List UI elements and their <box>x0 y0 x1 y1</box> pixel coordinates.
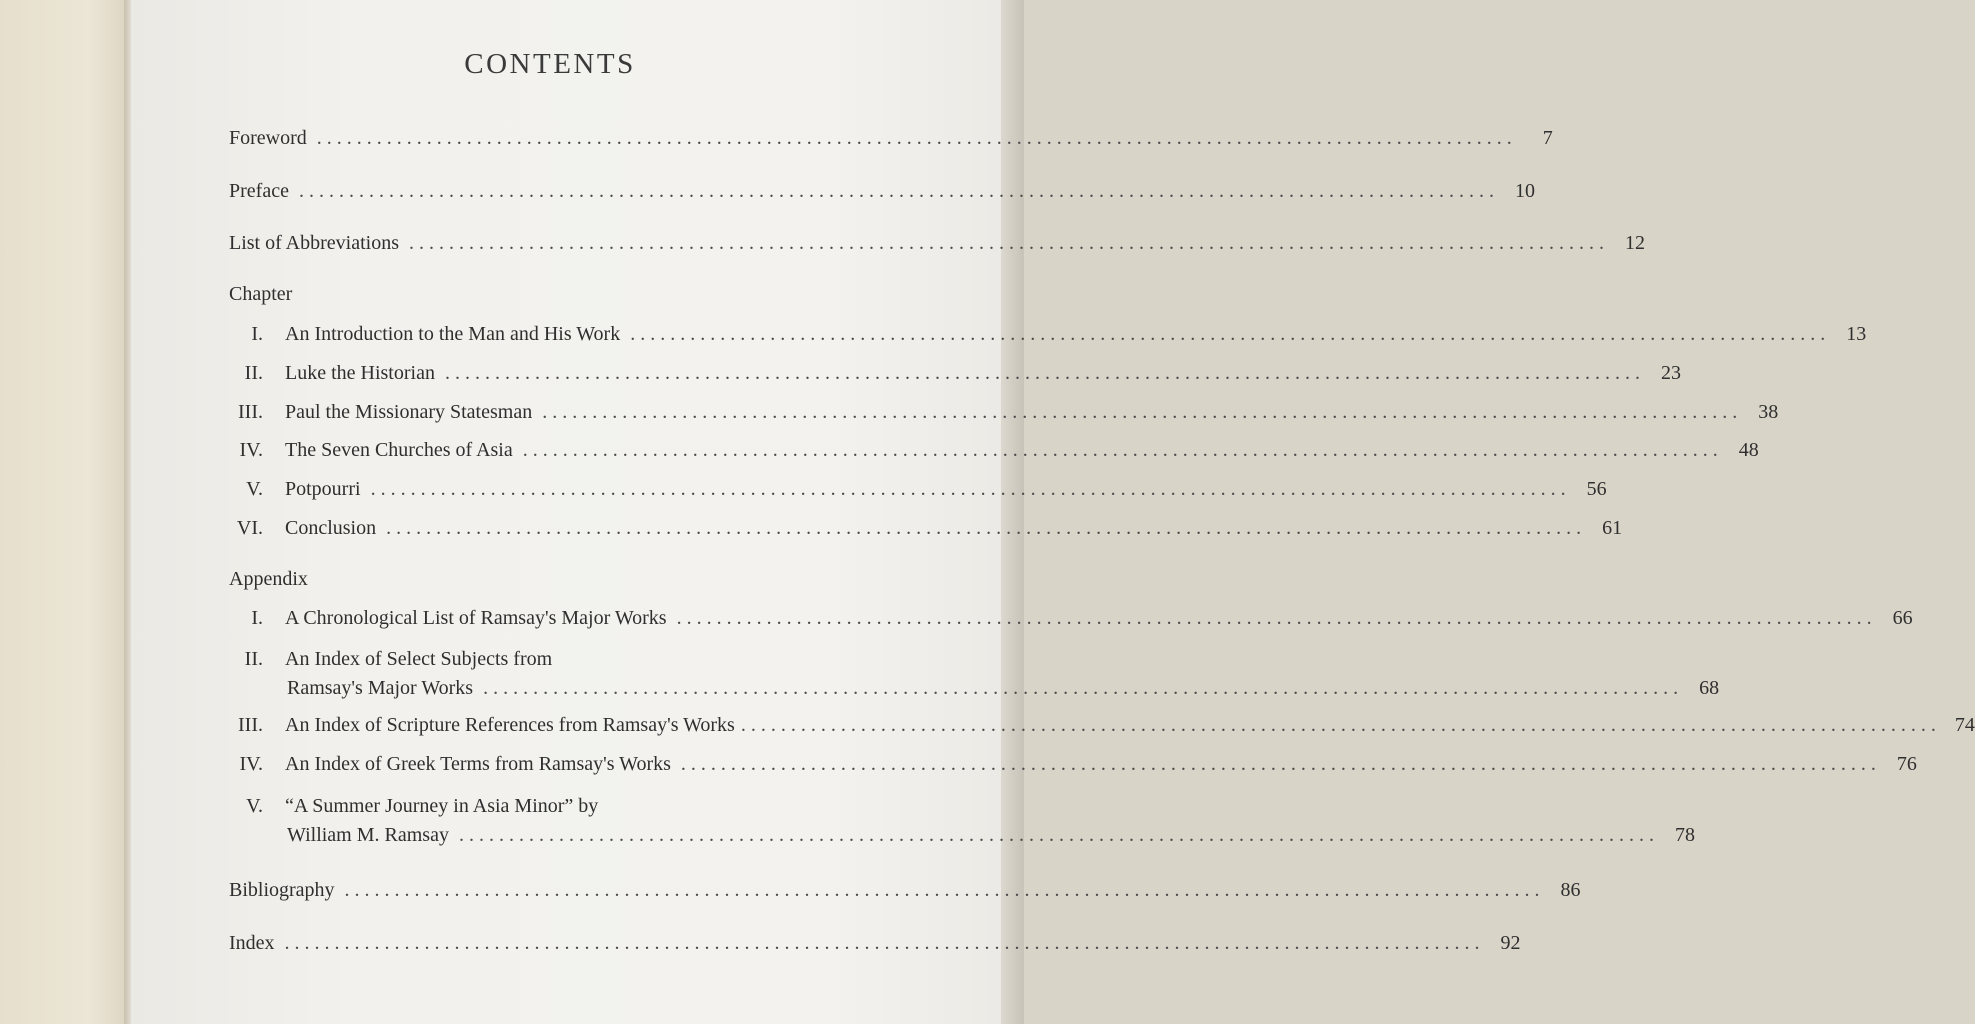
leader-dots: ........................................................................................................................ <box>680 753 1881 775</box>
toc-entry-appendix-line1 <box>229 788 868 818</box>
entry-label: The Seven Churches of Asia <box>285 439 513 461</box>
page-number: 74 <box>1954 714 1975 736</box>
page-number: 76 <box>1896 753 1917 775</box>
leader-dots: ........................................................................................................................ <box>298 180 1499 202</box>
page-number: 7 <box>1542 127 1553 149</box>
entry-label: “A Summer Journey in Asia Minor” by <box>285 795 599 817</box>
leader-dots: ........................................................................................................................ <box>344 879 1545 901</box>
entry-label: Preface <box>229 180 289 202</box>
entry-label: Conclusion <box>285 517 377 539</box>
toc-entry-index <box>229 925 1521 955</box>
entry-number: II. <box>244 362 263 384</box>
leader-dots: ........................................................................................................................ <box>444 362 1645 384</box>
entry-label: An Index of Select Subjects from <box>285 648 553 670</box>
leader-dots: ........................................................................................................................ <box>542 401 1743 423</box>
leader-dots: ........................................................................................................................ <box>316 127 1517 149</box>
page-number: 23 <box>1660 362 1681 384</box>
entry-number: V. <box>246 795 263 817</box>
entry-label-continued: William M. Ramsay <box>287 824 449 846</box>
page-number: 10 <box>1514 180 1535 202</box>
leader-dots: ........................................................................................................................ <box>408 232 1609 254</box>
leader-dots: ........................................................................................................................ <box>740 714 1941 736</box>
entry-label: Potpourri <box>285 478 361 500</box>
page-edge <box>1001 0 1024 1024</box>
page-number: 56 <box>1586 478 1607 500</box>
toc-entry-bibliography <box>229 872 1581 902</box>
facing-page <box>0 0 128 1024</box>
entry-label-continued: Ramsay's Major Works <box>287 677 474 699</box>
leader-dots: ........................................................................................................................ <box>676 607 1877 629</box>
toc-entry-appendix-line1 <box>229 641 868 671</box>
page-number: 12 <box>1624 232 1645 254</box>
entry-label: List of Abbreviations <box>229 232 399 254</box>
entry-label: Foreword <box>229 127 307 149</box>
page-number: 66 <box>1892 607 1913 629</box>
entry-label: An Index of Greek Terms from Ramsay's Works <box>285 753 671 775</box>
leader-dots: ........................................................................................................................ <box>386 517 1587 539</box>
entry-number: II. <box>244 648 263 670</box>
entry-label: An Index of Scripture References from Ramsay's Works <box>285 714 735 736</box>
toc-entry-chapter <box>229 510 1623 540</box>
entry-label: A Chronological List of Ramsay's Major Works <box>285 607 667 629</box>
toc-entry-appendix <box>229 707 1975 737</box>
toc-entry-foreword <box>229 120 1553 150</box>
entry-number: III. <box>238 401 263 423</box>
page-number: 61 <box>1602 517 1623 539</box>
toc-entry-appendix-line2 <box>287 670 1720 700</box>
entry-label: Index <box>229 932 275 954</box>
leader-dots: ........................................................................................................................ <box>630 323 1831 345</box>
page-number: 48 <box>1738 439 1759 461</box>
entry-label: Paul the Missionary Statesman <box>285 401 533 423</box>
entry-number: IV. <box>239 753 263 775</box>
toc-entry-chapter <box>229 394 1779 424</box>
entry-label: Bibliography <box>229 879 335 901</box>
page-number: 92 <box>1500 932 1521 954</box>
entry-label: An Introduction to the Man and His Work <box>285 323 621 345</box>
entry-number: I. <box>251 607 263 629</box>
toc-entry-chapter <box>229 432 1759 462</box>
entry-number: VI. <box>236 517 263 539</box>
toc-entry-chapter <box>229 471 1607 501</box>
entry-number: IV. <box>239 439 263 461</box>
toc-entry-appendix <box>229 746 1917 776</box>
leader-dots: ........................................................................................................................ <box>284 932 1485 954</box>
leader-dots: ........................................................................................................................ <box>483 677 1684 699</box>
chapter-heading: Chapter <box>229 283 293 305</box>
toc-entry-preface <box>229 173 1535 203</box>
page-number: 13 <box>1846 323 1867 345</box>
toc-entry-abbreviations <box>229 225 1645 255</box>
toc-entry-appendix <box>229 600 1913 630</box>
page-number: 78 <box>1674 824 1695 846</box>
entry-label: Luke the Historian <box>285 362 435 384</box>
toc-entry-chapter <box>229 316 1867 346</box>
page-number: 38 <box>1758 401 1779 423</box>
leader-dots: ........................................................................................................................ <box>370 478 1571 500</box>
entry-number: V. <box>246 478 263 500</box>
toc-entry-chapter <box>229 355 1681 385</box>
page-title: CONTENTS <box>464 48 636 80</box>
toc-entry-appendix-line2 <box>287 817 1695 847</box>
appendix-heading: Appendix <box>229 568 308 590</box>
leader-dots: ........................................................................................................................ <box>522 439 1723 461</box>
entry-number: III. <box>238 714 263 736</box>
entry-number: I. <box>251 323 263 345</box>
page-number: 86 <box>1560 879 1581 901</box>
leader-dots: ........................................................................................................................ <box>458 824 1659 846</box>
page-number: 68 <box>1699 677 1720 699</box>
